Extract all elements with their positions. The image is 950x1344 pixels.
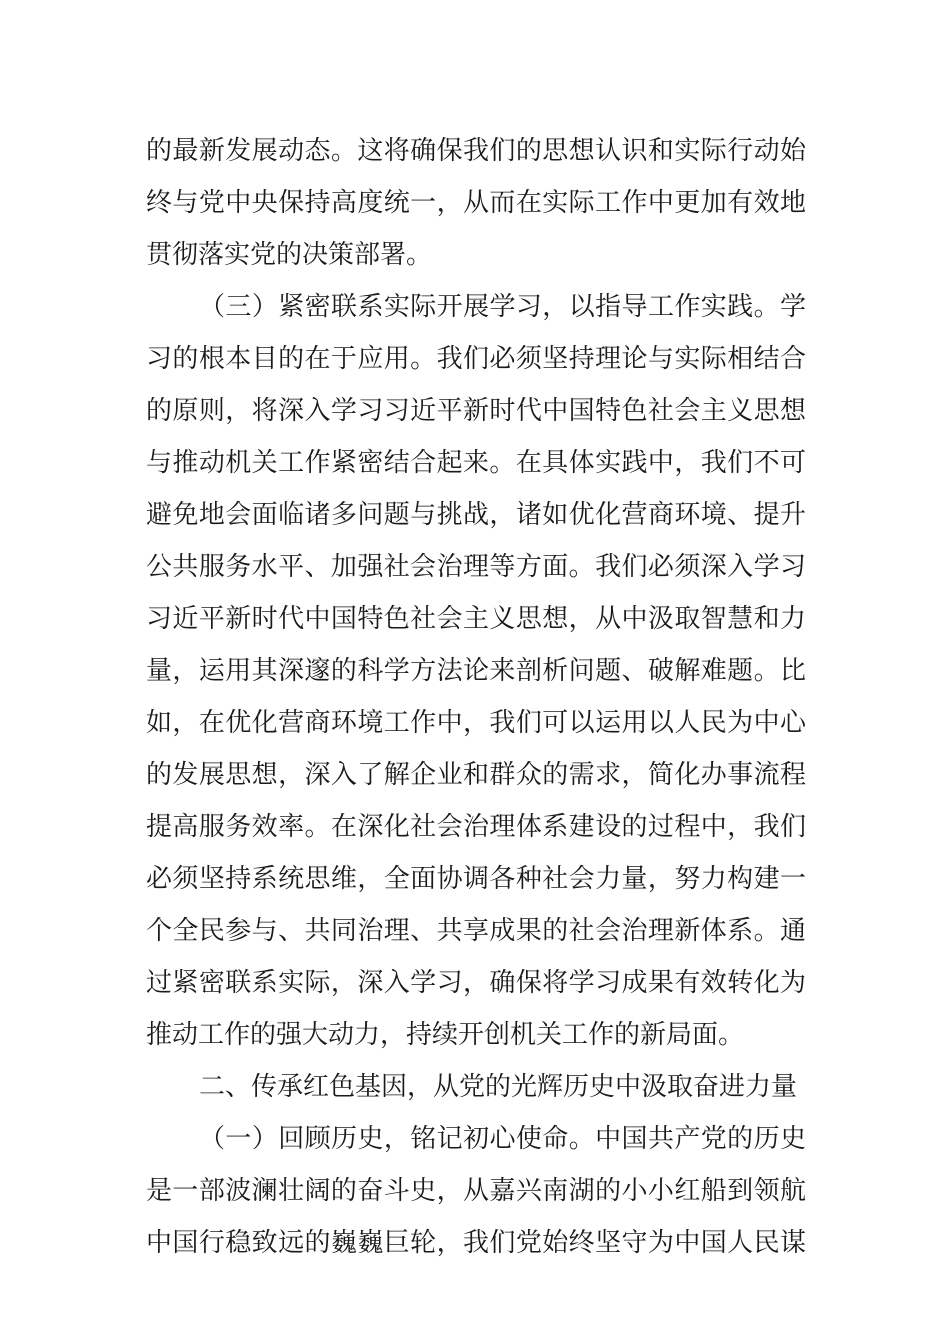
text-line: 习近平新时代中国特色社会主义思想，从中汲取智慧和力 (146, 604, 806, 634)
text-line: 过紧密联系实际，深入学习，确保将学习成果有效转化为 (146, 968, 806, 998)
text-line: 个全民参与、共同治理、共享成果的社会治理新体系。通 (146, 916, 806, 946)
text-line: 终与党中央保持高度统一，从而在实际工作中更加有效地 (146, 188, 806, 218)
text-line: 与推动机关工作紧密结合起来。在具体实践中，我们不可 (146, 448, 806, 478)
text-line: 如，在优化营商环境工作中，我们可以运用以人民为中心 (146, 708, 806, 738)
text-line: 中国行稳致远的巍巍巨轮，我们党始终坚守为中国人民谋 (146, 1228, 806, 1258)
chapter-heading: 二、传承红色基因，从党的光辉历史中汲取奋进力量 (199, 1072, 798, 1102)
text-line: 公共服务水平、加强社会治理等方面。我们必须深入学习 (146, 552, 806, 582)
text-line: 的原则，将深入学习习近平新时代中国特色社会主义思想 (146, 396, 806, 426)
section-heading-line: （三）紧密联系实际开展学习，以指导工作实践。学 (199, 292, 806, 322)
section-heading-line: （一）回顾历史，铭记初心使命。中国共产党的历史 (199, 1124, 806, 1154)
text-line: 贯彻落实党的决策部署。 (146, 240, 433, 270)
text-line: 的发展思想，深入了解企业和群众的需求，简化办事流程 (146, 760, 806, 790)
text-line: 推动工作的强大动力，持续开创机关工作的新局面。 (146, 1020, 745, 1050)
text-line: 必须坚持系统思维，全面协调各种社会力量，努力构建一 (146, 864, 806, 894)
text-line: 习的根本目的在于应用。我们必须坚持理论与实际相结合 (146, 344, 806, 374)
text-line: 提高服务效率。在深化社会治理体系建设的过程中，我们 (146, 812, 806, 842)
text-line: 避免地会面临诸多问题与挑战，诸如优化营商环境、提升 (146, 500, 806, 530)
text-line: 是一部波澜壮阔的奋斗史，从嘉兴南湖的小小红船到领航 (146, 1176, 806, 1206)
text-line: 量，运用其深邃的科学方法论来剖析问题、破解难题。比 (146, 656, 806, 686)
text-line: 的最新发展动态。这将确保我们的思想认识和实际行动始 (146, 136, 806, 166)
